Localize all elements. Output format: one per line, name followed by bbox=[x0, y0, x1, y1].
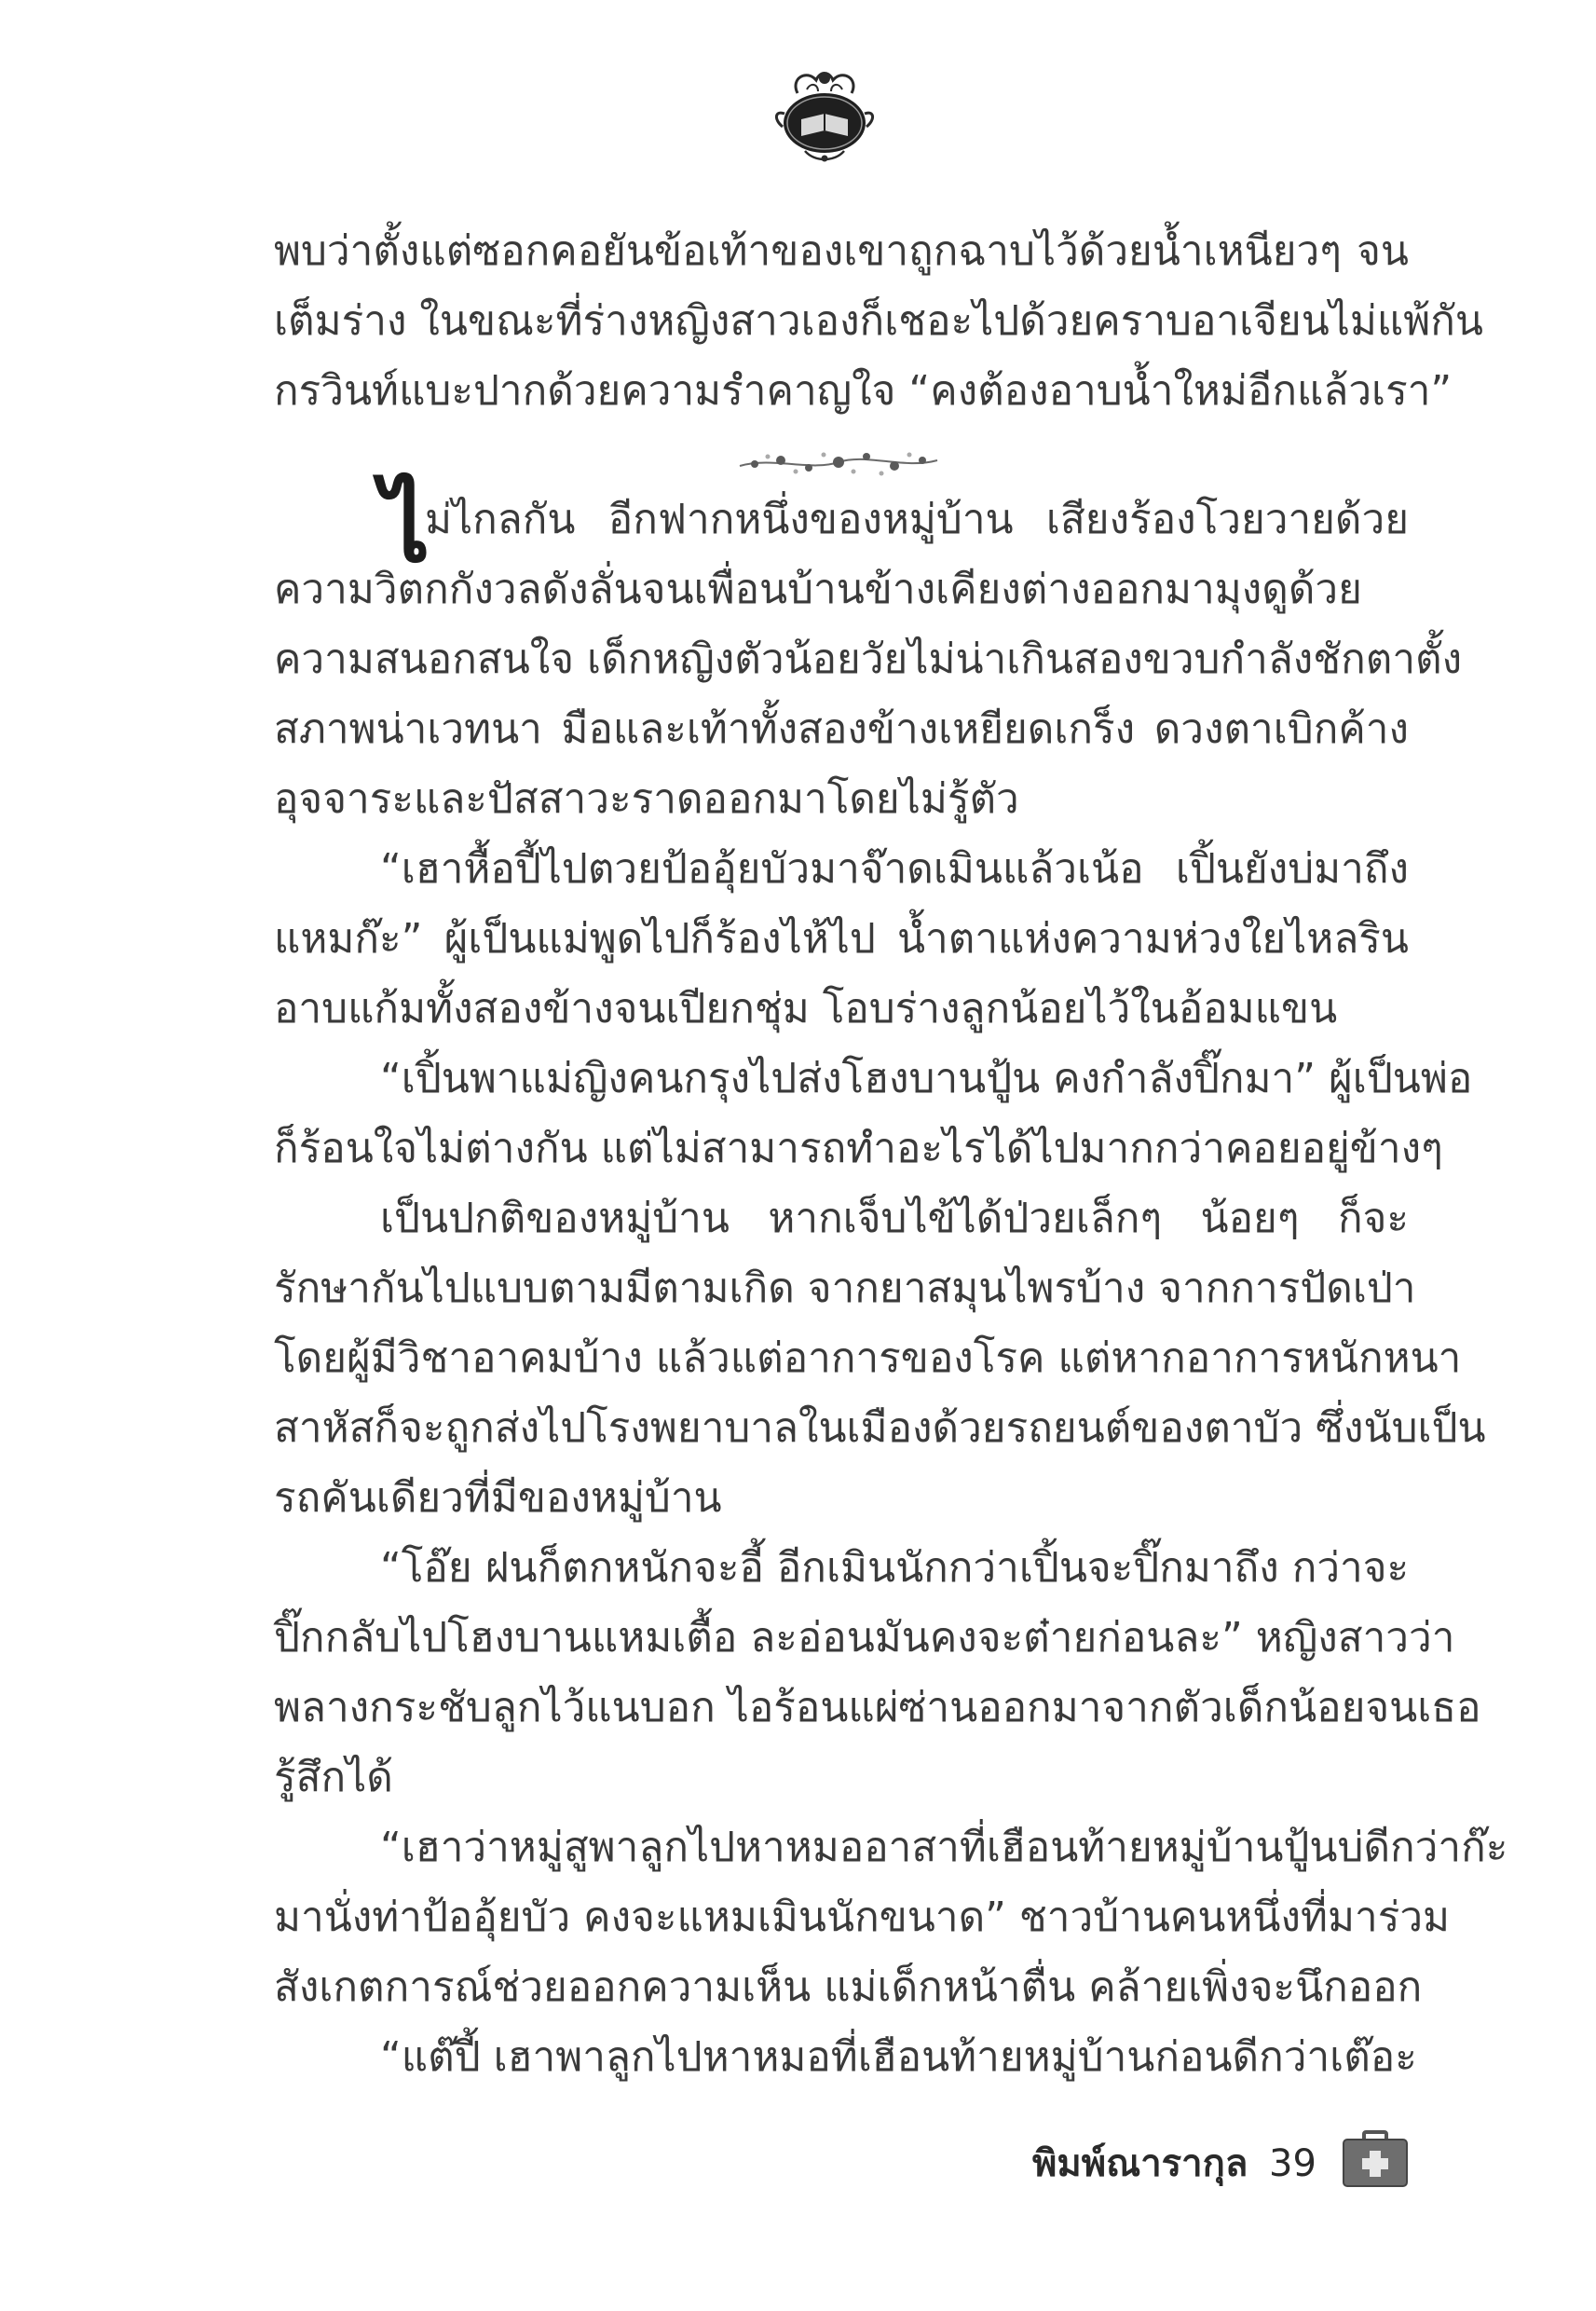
text-line: รู้สึกได้ bbox=[274, 1754, 393, 1801]
text-line: ปิ๊กกลับไปโฮงบานแหมเตื้อ ละอ่อนมันคงจะต๋ายก่อนละ” หญิงสาวว่า bbox=[274, 1614, 1455, 1661]
first-aid-kit-icon bbox=[1342, 2130, 1409, 2188]
text-line: อุจจาระและปัสสาวะราดออกมาโดยไม่รู้ตัว bbox=[274, 775, 1019, 823]
section-divider-ornament bbox=[736, 447, 941, 479]
text-line: แหมก๊ะ” ผู้เป็นแม่พูดไปก็ร้องไห้ไป น้ำตาแห่งความห่วงใยไหลริน bbox=[274, 915, 1409, 963]
text-line: สาหัสก็จะถูกส่งไปโรงพยาบาลในเมืองด้วยรถยนต์ของตาบัว ซึ่งนับเป็น bbox=[274, 1404, 1486, 1452]
section-first-line bbox=[274, 470, 1409, 584]
text-line: ความวิตกกังวลดังลั่นจนเพื่อนบ้านข้างเคียงต่างออกมามุงดูด้วย bbox=[274, 566, 1362, 613]
text-line: พบว่าตั้งแต่ซอกคอยันข้อเท้าของเขาถูกฉาบไว้ด้วยน้ำเหนียวๆ จน bbox=[274, 227, 1409, 275]
text-line: เป็นปกติของหมู่บ้าน หากเจ็บไข้ได้ป่วยเล็กๆ น้อยๆ ก็จะ bbox=[380, 1195, 1409, 1242]
footer-author: พิมพ์ณารากุล bbox=[1032, 2142, 1248, 2185]
intro-paragraph bbox=[274, 216, 1483, 426]
text-line: อาบแก้มทั้งสองข้างจนเปียกชุ่ม โอบร่างลูกน้อยไว้ในอ้อมแขน bbox=[274, 985, 1338, 1032]
text-line: รถคันเดียวที่มีของหมู่บ้าน bbox=[274, 1474, 722, 1522]
text-line: ก็ร้อนใจไม่ต่างกัน แต่ไม่สามารถทำอะไรได้ไปมากกว่าคอยอยู่ข้างๆ bbox=[274, 1125, 1443, 1172]
text-line: เต็มร่าง ในขณะที่ร่างหญิงสาวเองก็เชอะไปด้วยคราบอาเจียนไม่แพ้กัน bbox=[274, 297, 1483, 345]
text-line: รักษากันไปแบบตามมีตามเกิด จากยาสมุนไพรบ้าง จากการปัดเป่า bbox=[274, 1265, 1416, 1312]
ornament-emblem-icon bbox=[770, 62, 880, 166]
text-line: “เฮาว่าหมู่สูพาลูกไปหาหมออาสาที่เฮือนท้ายหมู่บ้านปู้นบ่ดีกว่าก๊ะ bbox=[380, 1824, 1508, 1871]
drop-cap: ไ bbox=[381, 470, 430, 584]
page-number: 39 bbox=[1269, 2142, 1316, 2185]
text-line: “แต๊ปี้ เฮาพาลูกไปหาหมอที่เฮือนท้ายหมู่บ้านก่อนดีกว่าเต๊อะ bbox=[380, 2033, 1417, 2081]
text-line: กรวินท์แบะปากด้วยความรำคาญใจ “คงต้องอาบน้ำใหม่อีกแล้วเรา” bbox=[274, 367, 1453, 415]
text-line: “เฮาหื้อปี้ไปตวยป้ออุ้ยบัวมาจ๊าดเมินแล้วเน้อ เปิ้นยังบ่มาถึง bbox=[380, 845, 1409, 893]
text-line: พลางกระชับลูกไว้แนบอก ไอร้อนแผ่ซ่านออกมาจากตัวเด็กน้อยจนเธอ bbox=[274, 1684, 1481, 1731]
text-line: สภาพน่าเวทนา มือและเท้าทั้งสองข้างเหยียดเกร็ง ดวงตาเบิกค้าง bbox=[274, 705, 1409, 753]
body-text bbox=[274, 554, 1508, 2092]
text-line: “โอ๊ย ฝนก็ตกหนักจะอี้ อีกเมินนักกว่าเปิ้นจะปิ๊กมาถึง กว่าจะ bbox=[380, 1544, 1410, 1592]
text-line: ม่ไกลกัน อีกฟากหนึ่งของหมู่บ้าน เสียงร้องโวยวายด้วย bbox=[425, 496, 1409, 543]
text-line: สังเกตการณ์ช่วยออกความเห็น แม่เด็กหน้าตื่น คล้ายเพิ่งจะนึกออก bbox=[274, 1963, 1423, 2011]
text-line: ความสนอกสนใจ เด็กหญิงตัวน้อยวัยไม่น่าเกินสองขวบกำลังชักตาตั้ง bbox=[274, 636, 1463, 683]
text-line: “เปิ้นพาแม่ญิงคนกรุงไปส่งโฮงบานปู้น คงกำลังปิ๊กมา” ผู้เป็นพ่อ bbox=[380, 1055, 1473, 1102]
text-line: มานั่งท่าป้ออุ้ยบัว คงจะแหมเมินนักขนาด” ชาวบ้านคนหนึ่งที่มาร่วม bbox=[274, 1894, 1451, 1941]
text-line: โดยผู้มีวิชาอาคมบ้าง แล้วแต่อาการของโรค แต่หากอาการหนักหนา bbox=[274, 1334, 1462, 1382]
